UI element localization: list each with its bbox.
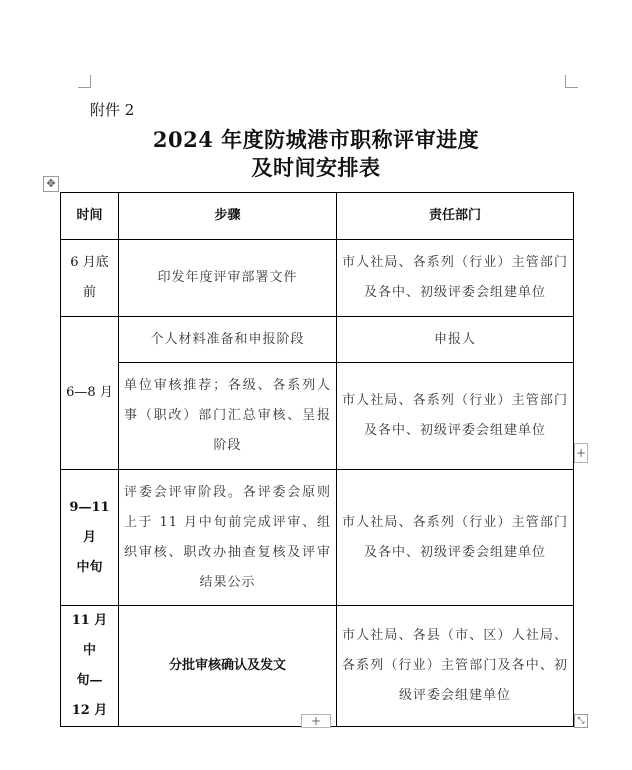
department-cell: 市人社局、各县（市、区）人社局、各系列（行业）主管部门及各中、初级评委会组建单位 xyxy=(337,606,574,727)
table-row xyxy=(61,317,574,363)
add-row-button[interactable]: + xyxy=(301,714,331,728)
time-cell xyxy=(61,606,119,727)
time-line: 11 月中 xyxy=(71,613,108,658)
time-line: 9—11 xyxy=(69,499,110,515)
table-row xyxy=(61,470,574,606)
time-line: 中旬 xyxy=(76,559,103,575)
document-title-line-2: 及时间安排表 xyxy=(251,155,381,180)
department-cell: 市人社局、各系列（行业）主管部门及各中、初级评委会组建单位 xyxy=(337,240,574,317)
document-title-line-1: 2024 年度防城港市职称评审进度 xyxy=(152,127,480,152)
attachment-label: 附件 2 xyxy=(90,101,135,119)
schedule-table xyxy=(60,192,574,727)
step-cell: 评委会评审阶段。各评委会原则上于 11 月中旬前完成评审、组织审核、职改办抽查复核及评审结果公示 xyxy=(119,470,337,606)
time-cell xyxy=(61,470,119,606)
add-column-button[interactable]: + xyxy=(574,443,588,463)
page-corner-mark-top-left xyxy=(78,75,91,88)
department-cell: 申报人 xyxy=(337,317,574,363)
header-department: 责任部门 xyxy=(337,193,574,240)
time-line: 6—8 月 xyxy=(66,385,113,400)
time-line: 月 xyxy=(82,529,96,545)
step-cell: 分批审核确认及发文 xyxy=(119,606,337,727)
table-row xyxy=(61,240,574,317)
time-line: 12 月 xyxy=(71,703,108,718)
table-row xyxy=(61,363,574,470)
table-row xyxy=(61,606,574,727)
step-cell: 印发年度评审部署文件 xyxy=(119,240,337,317)
time-cell xyxy=(61,240,119,317)
step-cell: 个人材料准备和申报阶段 xyxy=(119,317,337,363)
step-cell: 单位审核推荐；各级、各系列人事（职改）部门汇总审核、呈报阶段 xyxy=(119,363,337,470)
time-line: 前 xyxy=(82,285,96,300)
time-line: 旬— xyxy=(76,673,103,688)
department-cell: 市人社局、各系列（行业）主管部门及各中、初级评委会组建单位 xyxy=(337,470,574,606)
table-header-row xyxy=(61,193,574,240)
header-time: 时间 xyxy=(61,193,119,240)
table-resize-handle-icon[interactable]: ⤡ xyxy=(574,714,588,728)
page-corner-mark-top-right xyxy=(565,75,578,88)
time-line: 6 月底 xyxy=(70,255,109,270)
table-move-handle-icon[interactable]: ✥ xyxy=(43,176,59,192)
time-cell xyxy=(61,317,119,470)
department-cell: 市人社局、各系列（行业）主管部门及各中、初级评委会组建单位 xyxy=(337,363,574,470)
header-steps: 步骤 xyxy=(119,193,337,240)
